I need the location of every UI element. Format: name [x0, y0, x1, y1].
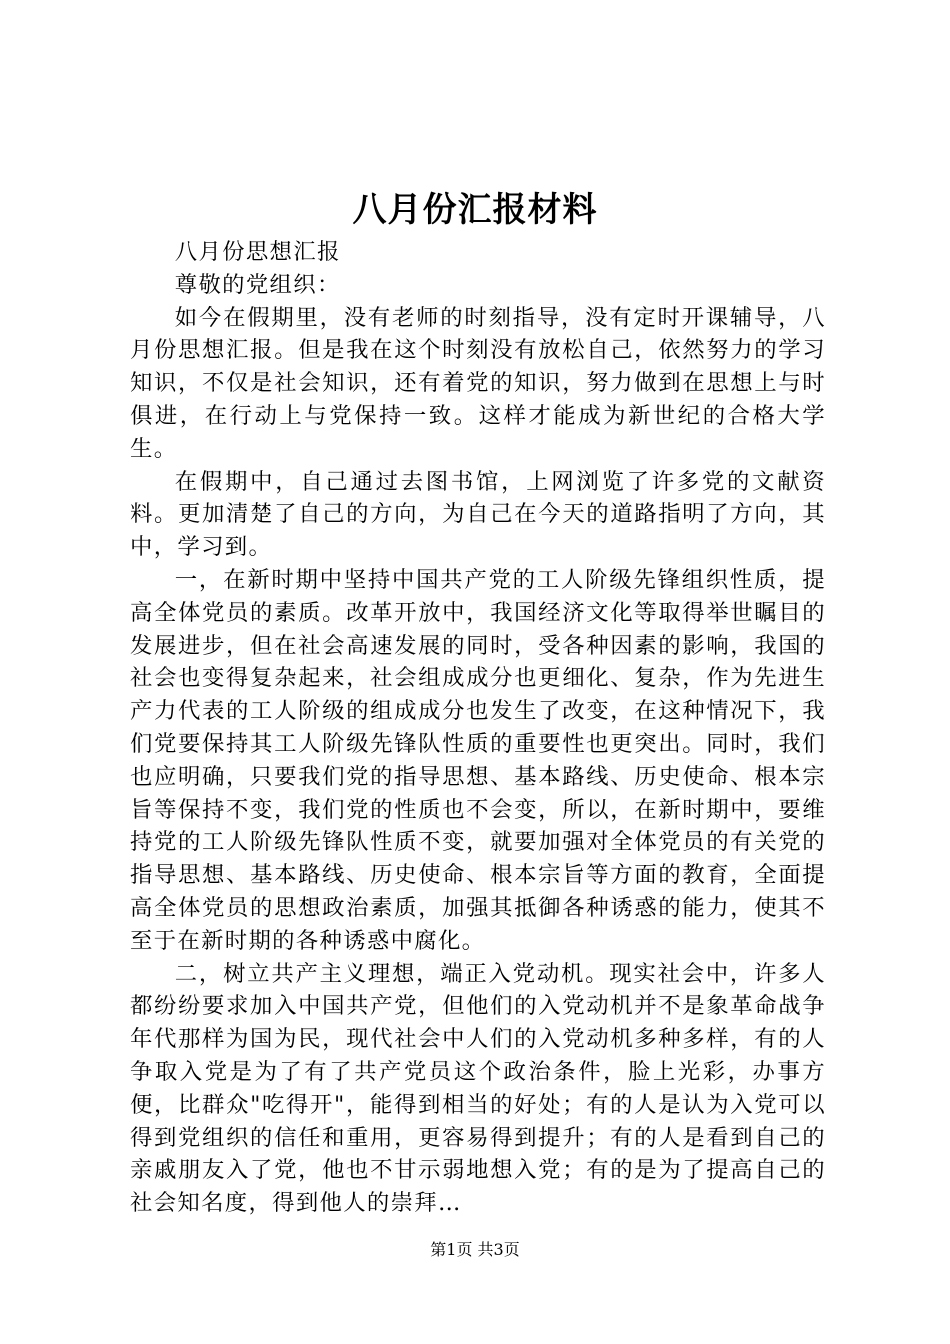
paragraph-subtitle: 八月份思想汇报: [174, 239, 341, 265]
paragraph-salutation: 尊敬的党组织：: [174, 271, 341, 298]
paragraph-point-two: 二，树立共产主义理想，端正入党动机。现实社会中，许多人都纷纷要求加入中国共产党，但他们的入党动机并不是象革命战争年代那样为国为民，现代社会中人们的入党动机多种多样，有的人争取入党是为了有了共产党员这个政治条件，脸上光彩，办事方便，比群众"吃得开"，能得到相当的好处；有的人是认为入党可以得到党组织的信任和重用，更容易得到提升；有的人是看到自己的亲戚朋友入了党，他也不甘示弱地想入党；有的是为了提高自己的社会知名度，得到他人的崇拜…: [130, 960, 826, 1217]
document-body: [130, 236, 826, 1220]
paragraph-intro: 如今在假期里，没有老师的时刻指导，没有定时开课辅导，八月份思想汇报。但是我在这个时刻没有放松自己，依然努力的学习知识，不仅是社会知识，还有着党的知识，努力做到在思想上与时俱进，在行动上与党保持一致。这样才能成为新世纪的合格大学生。: [130, 304, 826, 462]
paragraph-point-one: 一，在新时期中坚持中国共产党的工人阶级先锋组织性质，提高全体党员的素质。改革开放中，我国经济文化等取得举世瞩目的发展进步，但在社会高速发展的同时，受各种因素的影响，我国的社会也变得复杂起来，社会组成成分也更细化、复杂，作为先进生产力代表的工人阶级的组成成分也发生了改变，在这种情况下，我们党要保持其工人阶级先锋队性质的重要性也更突出。同时，我们也应明确，只要我们党的指导思想、基本路线、历史使命、根本宗旨等保持不变，我们党的性质也不会变，所以，在新时期中，要维持党的工人阶级先锋队性质不变，就要加强对全体党员的有关党的指导思想、基本路线、历史使命、根本宗旨等方面的教育，全面提高全体党员的思想政治素质，加强其抵御各种诱惑的能力，使其不至于在新时期的各种诱惑中腐化。: [130, 566, 826, 954]
document-title: 八月份汇报材料: [352, 190, 598, 230]
paragraph-study: 在假期中，自己通过去图书馆，上网浏览了许多党的文献资料。更加清楚了自己的方向，为自己在今天的道路指明了方向，其中，学习到。: [130, 468, 826, 561]
page-number-footer: 第1页 共3页: [430, 1240, 520, 1259]
